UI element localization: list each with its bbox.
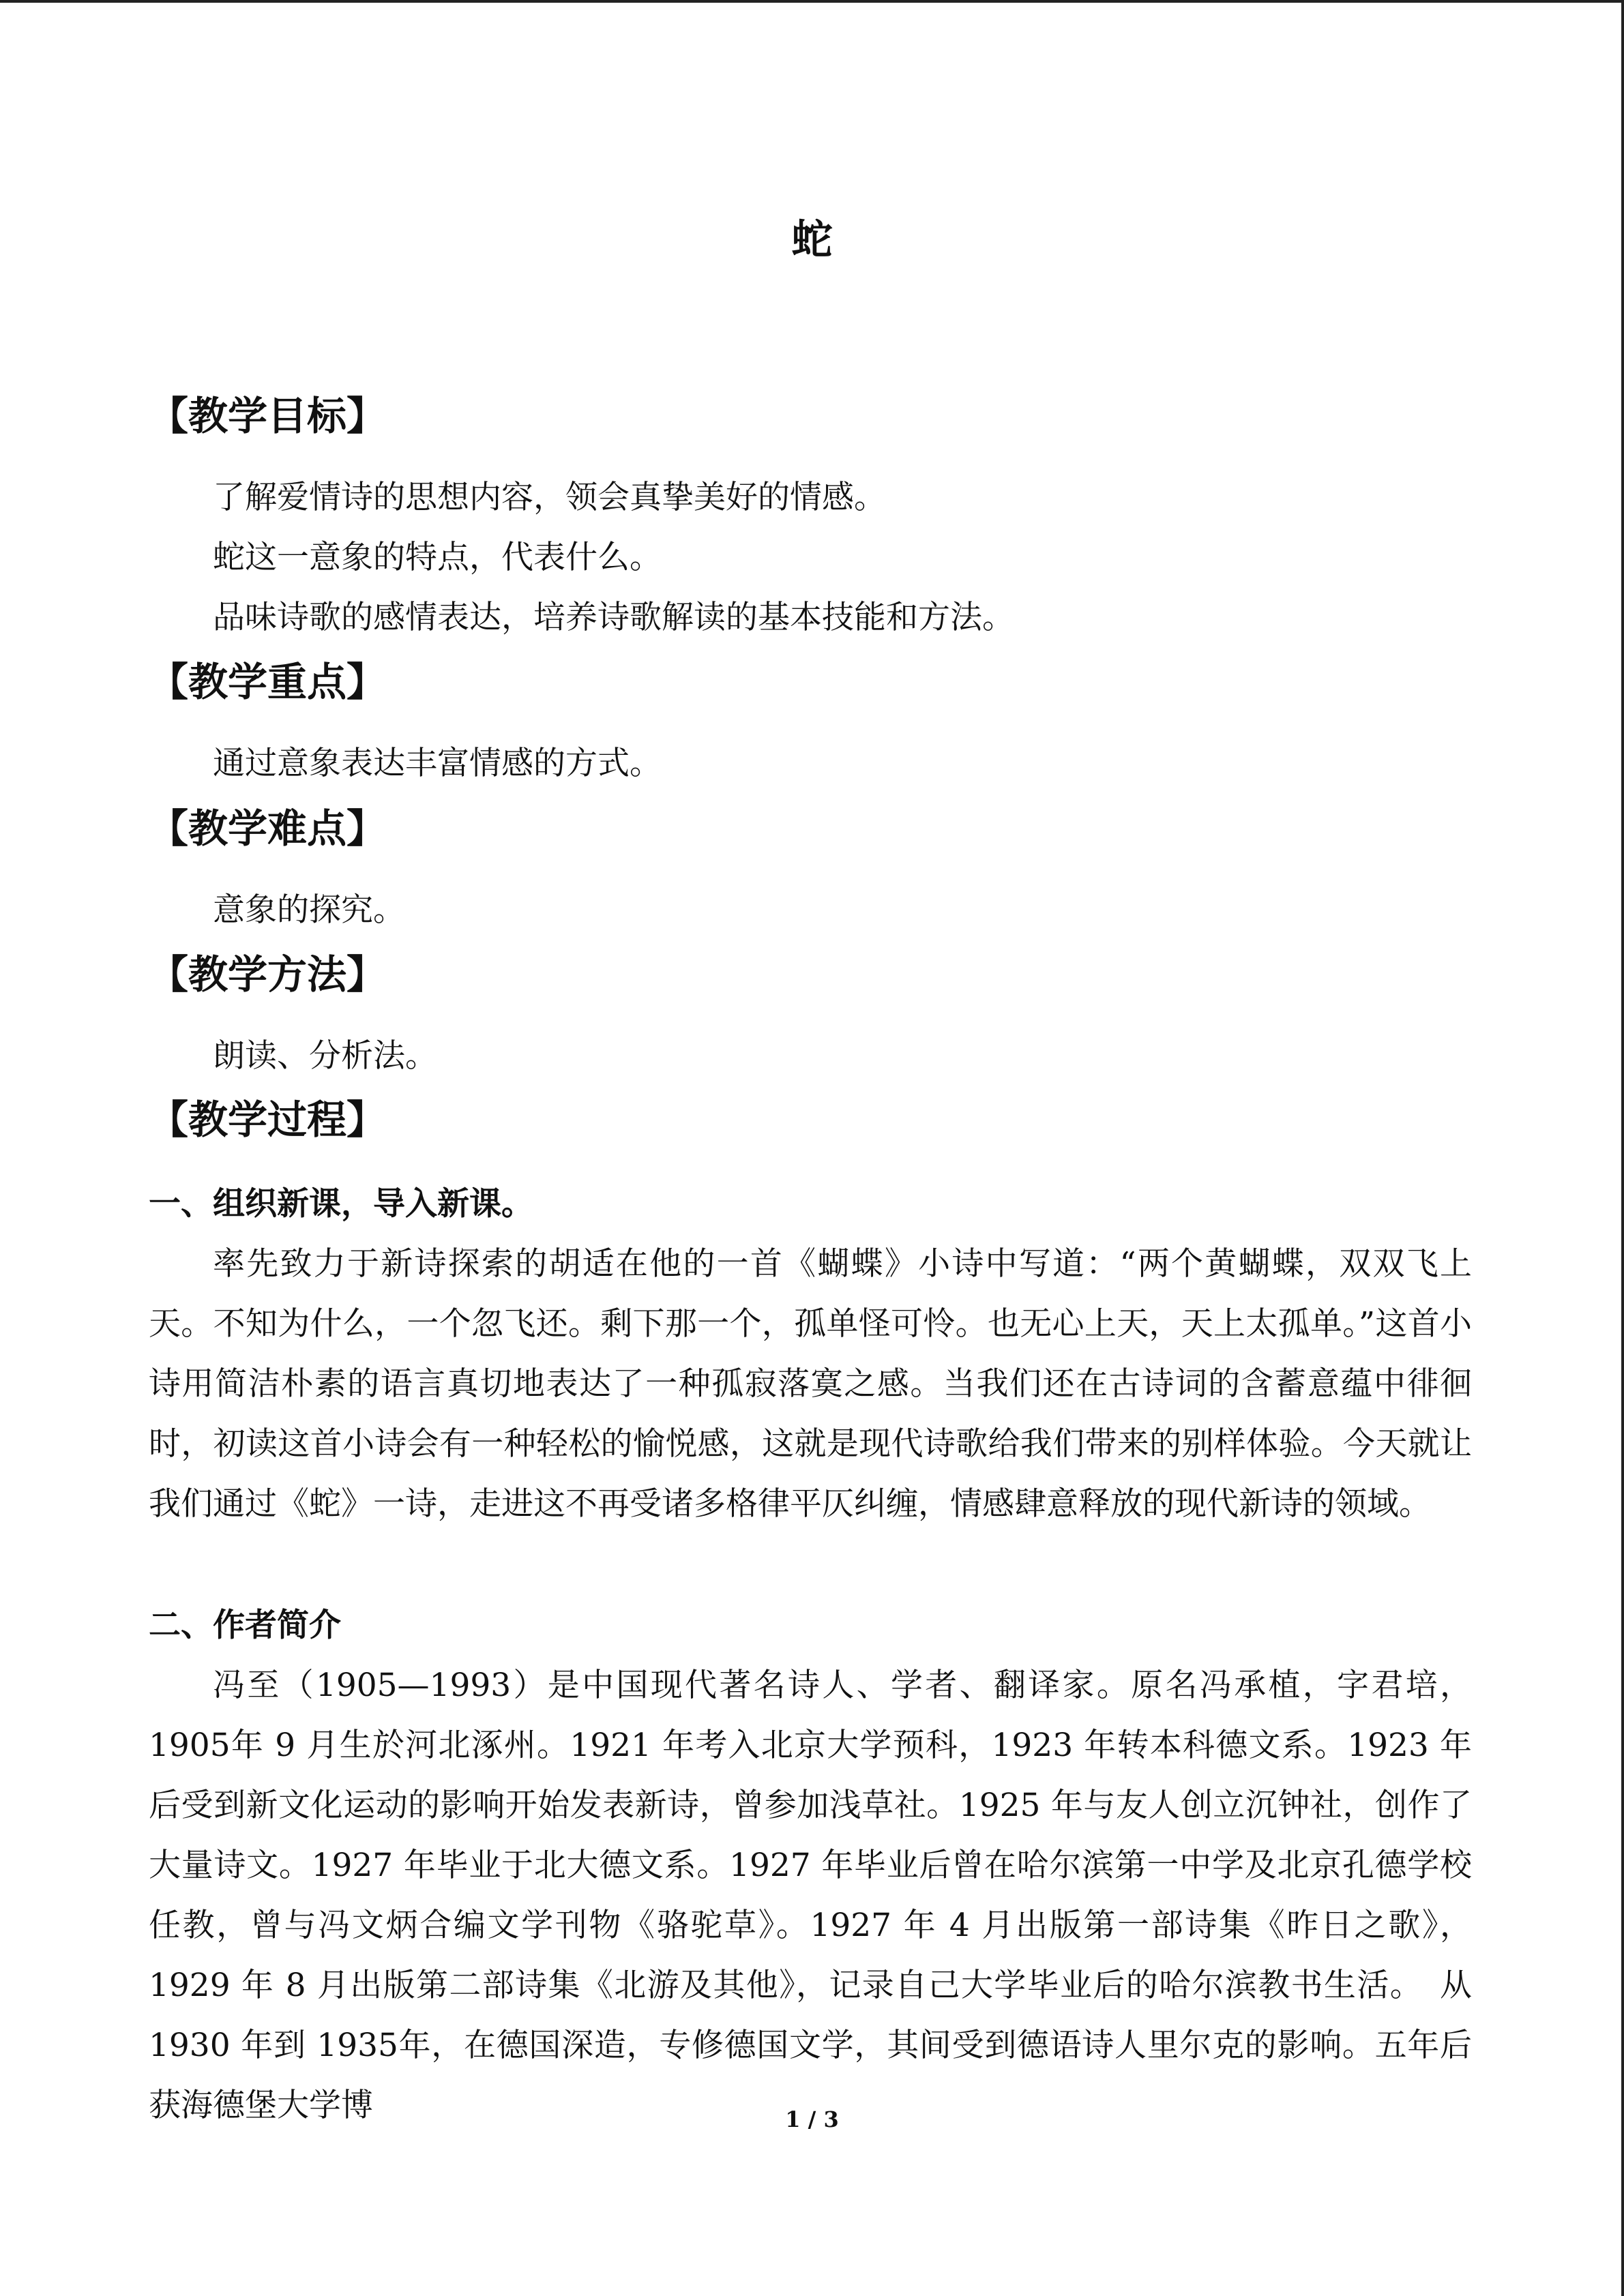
page-number: 1 / 3 [785,2106,839,2132]
process-part1-paragraph: 率先致力于新诗探索的胡适在他的一首《蝴蝶》小诗中写道：“两个黄蝴蝶，双双飞上天。不知为什么，一个忽飞还。剩下那一个，孤单怪可怜。也无心上天，天上太孤单。”这首小诗用简洁朴素的语言真切地表达了一种孤寂落寞之感。当我们还在古诗词的含蓄意蕴中徘徊时，初读这首小诗会有一种轻松的愉悦感，这就是现代诗歌给我们带来的别样体验。今天就让我们通过《蛇》一诗，走进这不再受诸多格律平仄纠缠，情感肆意释放的现代新诗的领域。 [149,1245,1472,1523]
heading-key-points: 【教学重点】 [149,659,387,705]
heading-process: 【教学过程】 [149,1097,387,1143]
process-part2-paragraph: 冯至（1905—1993）是中国现代著名诗人、学者、翻译家。原名冯承植，字君培，1905年 9 月生於河北涿州。1921 年考入北京大学预科，1923 年转本科德文系。1923 年后受到新文化运动的影响开始发表新诗，曾参加浅草社。1925 年与友人创立沉钟社，创作了大量诗文。1927 年毕业于北大德文系。1927 年毕业后曾在哈尔滨第一中学及北京孔德学校任教，曾与冯文炳合编文学刊物《骆驼草》。1927 年 4 月出版第一部诗集《昨日之歌》，1929 年 8 月出版第二部诗集《北游及其他》，记录自己大学毕业后的哈尔滨教书生活。 从 1930 年到 1935年，在德国深造，专修德国文学，其间受到德语诗人里尔克的影响。五年后获海德堡大学博 [149,1667,1472,2124]
heading-methods: 【教学方法】 [149,951,387,998]
key-point-item: 通过意象表达丰富情感的方式。 [213,745,662,782]
process-part2-title: 二、作者简介 [149,1607,341,1644]
heading-difficulties: 【教学难点】 [149,805,387,852]
objective-item: 品味诗歌的感情表达，培养诗歌解读的基本技能和方法。 [213,599,1014,636]
heading-objectives: 【教学目标】 [149,393,387,439]
process-part1-title: 一、组织新课，导入新课。 [149,1185,533,1223]
objective-item: 了解爱情诗的思想内容，领会真挚美好的情感。 [213,479,886,516]
method-item: 朗读、分析法。 [213,1037,437,1075]
difficulty-item: 意象的探究。 [213,891,405,929]
objective-item: 蛇这一意象的特点，代表什么。 [213,539,662,576]
document-title: 蛇 [791,216,833,264]
